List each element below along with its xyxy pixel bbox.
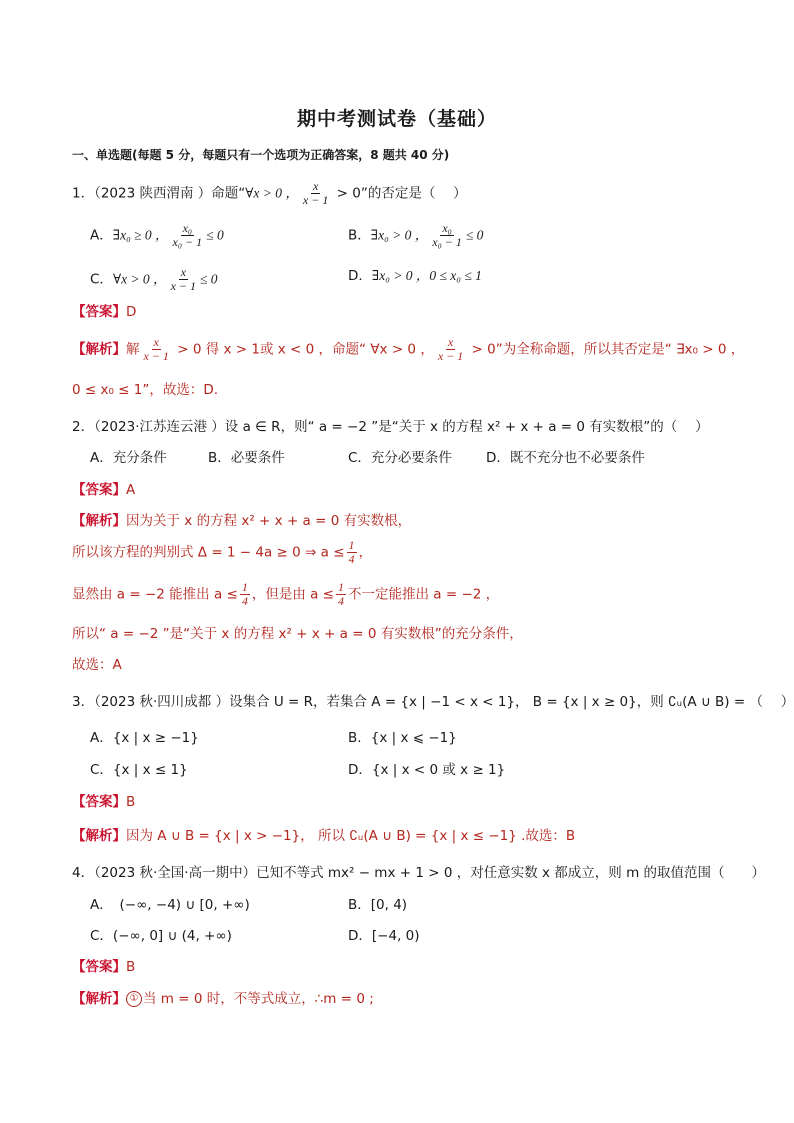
analysis-tag: 【解析】 — [72, 991, 126, 1007]
q2-answer — [72, 478, 135, 498]
page-title: 期中考测试卷（基础） — [296, 108, 497, 130]
answer-value: B — [126, 794, 136, 810]
q1-option-d — [348, 264, 482, 284]
solution-fraction — [142, 336, 171, 363]
q2-solution-line-3 — [72, 581, 499, 608]
option-tail: ≤ 0 — [200, 271, 218, 287]
solution-text: ，但是由 a ≤ — [251, 586, 334, 603]
q4-answer — [72, 955, 135, 975]
q3-solution — [72, 824, 575, 844]
q1-option-a — [90, 222, 224, 249]
q1-option-c — [90, 266, 218, 293]
solution-text: 因为关于 x 的方程 x² + x + a = 0 有实数根， — [126, 513, 412, 529]
question-3-stem: 3．（2023 秋·四川成都 ）设集合 U = R，若集合 A = {x | −1 < x < 1}， B = {x | x ≥ 0}，则 ∁ᵤ(A ∪ B) = （ ） — [72, 694, 794, 710]
analysis-tag: 【解析】 — [72, 341, 126, 358]
question-2-stem: 2．（2023·江苏连云港 ）设 a ∈ R，则“ a = −2 ”是“关于 x 的方程 x² + x + a = 0 有实数根”的（ ） — [72, 419, 709, 435]
solution-text: ， — [358, 544, 373, 561]
q2-option-c: C．充分必要条件 — [348, 450, 452, 466]
fraction-denominator: x − 1 — [437, 349, 464, 363]
fraction-numerator: x — [312, 179, 319, 193]
option-fraction — [169, 266, 198, 293]
q3-option-b: B．{x | x ⩽ −1} — [348, 730, 457, 746]
section-heading: 一、单选题(每题 5 分，每题只有一个选项为正确答案，8 题共 40 分) — [72, 148, 450, 162]
q4-option-a: A． (−∞, −4) ∪ [0, +∞) — [90, 897, 250, 913]
analysis-tag: 【解析】 — [72, 513, 126, 529]
q4-solution — [72, 987, 374, 1007]
solution-fraction — [336, 581, 346, 608]
answer-value: A — [126, 482, 136, 498]
q4-option-d: D．[−4, 0) — [348, 928, 420, 944]
solution-fraction — [436, 336, 465, 363]
fraction-denominator: 4 — [241, 594, 248, 608]
analysis-tag: 【解析】 — [72, 828, 126, 844]
option-text: ∀x > 0 ， — [112, 271, 167, 287]
q1-option-b — [348, 222, 483, 249]
fraction-numerator: 1 — [338, 580, 344, 594]
q1-stem-mid: ∀x > 0 ， — [245, 185, 299, 201]
q1-solution-line-1 — [72, 336, 744, 363]
solution-text: 当 m = 0 时，不等式成立，∴m = 0 ; — [143, 991, 374, 1007]
q2-option-a: A．充分条件 — [90, 450, 167, 466]
q1-stem-end: > 0”的否定是（ ） — [332, 185, 467, 202]
solution-text: 解 — [126, 341, 140, 358]
q4-option-b: B．[0, 4) — [348, 897, 408, 913]
q2-solution-line-4: 所以“ a = −2 ”是“关于 x 的方程 x² + x + a = 0 有实数根”的充分条件， — [72, 626, 523, 642]
q2-solution-line-5: 故选：A — [72, 657, 122, 673]
q3-option-d: D．{x | x < 0 或 x ≥ 1} — [348, 762, 506, 778]
solution-text: 因为 A ∪ B = {x | x > −1}， 所以 ∁ᵤ(A ∪ B) = {x | x ≤ −1} .故选：B — [126, 828, 576, 844]
q3-option-c: C．{x | x ≤ 1} — [90, 762, 188, 778]
answer-tag: 【答案】 — [72, 959, 126, 975]
question-1-stem — [72, 180, 467, 207]
q4-option-c: C．(−∞, 0] ∪ (4, +∞) — [90, 928, 232, 944]
q2-option-d: D．既不充分也不必要条件 — [486, 450, 645, 466]
fraction-numerator: x₀ — [182, 221, 193, 235]
option-tail: ≤ 0 — [465, 227, 484, 243]
q1-answer — [72, 300, 136, 320]
answer-tag: 【答案】 — [72, 304, 126, 320]
solution-text: > 0 得 x > 1或 x < 0 ，命题“ ∀x > 0 ， — [172, 341, 434, 358]
fraction-denominator: x₀ − 1 — [172, 235, 203, 249]
option-text: ∃x₀ ≥ 0 ， — [112, 227, 169, 243]
option-fraction — [430, 222, 464, 249]
option-label: A． — [90, 227, 113, 244]
fraction-numerator: x — [180, 265, 186, 279]
q2-solution-line-2 — [72, 539, 372, 566]
solution-fraction — [347, 539, 357, 566]
option-label: C． — [90, 271, 113, 288]
fraction-numerator: x₀ — [442, 221, 452, 235]
q1-solution-line-2: 0 ≤ x₀ ≤ 1”，故选：D. — [72, 382, 219, 398]
q3-answer — [72, 790, 135, 810]
fraction-numerator: 1 — [348, 538, 355, 552]
q1-fraction — [301, 180, 330, 207]
fraction-denominator: x − 1 — [170, 279, 196, 293]
solution-text: 不一定能推出 a = −2 ， — [348, 586, 500, 603]
solution-text: 显然由 a = −2 能推出 a ≤ — [72, 586, 238, 603]
fraction-denominator: x − 1 — [143, 349, 169, 363]
q1-source: 1．（2023 陕西渭南 ）命题“ — [72, 185, 246, 202]
fraction-denominator: x₀ − 1 — [432, 235, 462, 249]
fraction-denominator: 4 — [348, 552, 355, 566]
option-label: D． — [348, 268, 372, 284]
solution-fraction — [240, 581, 250, 608]
fraction-numerator: x — [153, 335, 159, 349]
solution-text: 所以该方程的判别式 Δ = 1 − 4a ≥ 0 ⇒ a ≤ — [72, 544, 345, 561]
fraction-denominator: 4 — [338, 594, 344, 608]
answer-value: B — [126, 959, 136, 975]
solution-text: > 0”为全称命题，所以其否定是“ ∃x₀ > 0 ， — [467, 341, 745, 358]
answer-tag: 【答案】 — [72, 482, 126, 498]
question-4-stem: 4．（2023 秋·全国·高一期中）已知不等式 mx² − mx + 1 > 0 ，对任意实数 x 都成立，则 m 的取值范围（ ） — [72, 865, 766, 881]
option-tail: ≤ 0 — [206, 227, 224, 243]
fraction-denominator: x − 1 — [302, 193, 329, 207]
q3-option-a: A．{x | x ≥ −1} — [90, 730, 199, 746]
option-text: ∃x₀ > 0 ，0 ≤ x₀ ≤ 1 — [371, 268, 482, 283]
q2-option-b: B．必要条件 — [208, 450, 285, 466]
q2-solution-line-1 — [72, 509, 411, 529]
fraction-numerator: 1 — [241, 580, 248, 594]
answer-tag: 【答案】 — [72, 794, 126, 810]
option-label: B． — [348, 227, 371, 244]
fraction-numerator: x — [447, 335, 454, 349]
answer-value: D — [126, 304, 137, 320]
option-text: ∃x₀ > 0 ， — [370, 227, 429, 243]
option-fraction — [171, 222, 205, 249]
circled-number: ① — [126, 991, 142, 1007]
